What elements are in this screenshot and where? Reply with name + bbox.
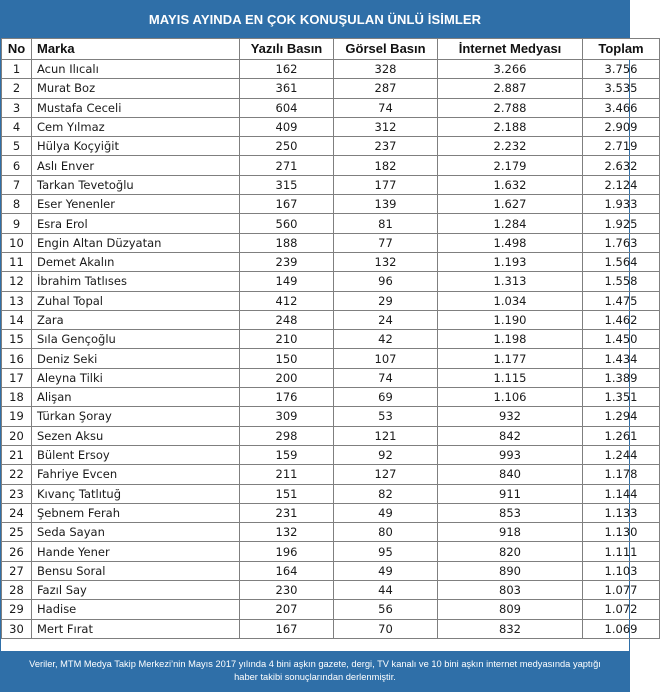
gorsel-basin-cell: 56 (334, 600, 438, 619)
internet-medyasi-cell: 1.632 (438, 175, 583, 194)
gorsel-basin-cell: 177 (334, 175, 438, 194)
yazili-basin-cell: 271 (240, 156, 334, 175)
table-row (2, 561, 660, 580)
toplam-cell: 3.535 (583, 79, 660, 98)
toplam-cell: 1.450 (583, 330, 660, 349)
name-cell: Alişan (32, 388, 240, 407)
rank-cell: 11 (2, 252, 32, 271)
name-cell: Sezen Aksu (32, 426, 240, 445)
gorsel-basin-cell: 287 (334, 79, 438, 98)
name-cell: Fazıl Say (32, 581, 240, 600)
yazili-basin-cell: 315 (240, 175, 334, 194)
name-cell: Kıvanç Tatlıtuğ (32, 484, 240, 503)
table-row (2, 330, 660, 349)
toplam-cell: 1.933 (583, 195, 660, 214)
internet-medyasi-cell: 932 (438, 407, 583, 426)
rank-cell: 5 (2, 137, 32, 156)
name-cell: Zara (32, 310, 240, 329)
internet-medyasi-cell: 2.788 (438, 98, 583, 117)
toplam-cell: 1.558 (583, 272, 660, 291)
name-cell: Sıla Gençoğlu (32, 330, 240, 349)
internet-medyasi-cell: 853 (438, 503, 583, 522)
gorsel-basin-cell: 24 (334, 310, 438, 329)
rank-cell: 22 (2, 465, 32, 484)
gorsel-basin-cell: 132 (334, 252, 438, 271)
gorsel-basin-cell: 77 (334, 233, 438, 252)
name-cell: Seda Sayan (32, 523, 240, 542)
toplam-cell: 1.294 (583, 407, 660, 426)
internet-medyasi-cell: 3.266 (438, 60, 583, 79)
rank-cell: 4 (2, 117, 32, 136)
rank-cell: 15 (2, 330, 32, 349)
toplam-cell: 2.909 (583, 117, 660, 136)
toplam-cell: 1.475 (583, 291, 660, 310)
internet-medyasi-cell: 1.190 (438, 310, 583, 329)
toplam-cell: 1.133 (583, 503, 660, 522)
yazili-basin-cell: 231 (240, 503, 334, 522)
table-row (2, 98, 660, 117)
gorsel-basin-cell: 127 (334, 465, 438, 484)
gorsel-basin-cell: 29 (334, 291, 438, 310)
name-cell: Türkan Şoray (32, 407, 240, 426)
yazili-basin-cell: 149 (240, 272, 334, 291)
toplam-cell: 2.632 (583, 156, 660, 175)
yazili-basin-cell: 409 (240, 117, 334, 136)
name-cell: Fahriye Evcen (32, 465, 240, 484)
internet-medyasi-cell: 1.115 (438, 368, 583, 387)
toplam-cell: 1.111 (583, 542, 660, 561)
name-cell: Bensu Soral (32, 561, 240, 580)
rank-cell: 1 (2, 60, 32, 79)
name-cell: Hadise (32, 600, 240, 619)
rank-cell: 17 (2, 368, 32, 387)
yazili-basin-cell: 159 (240, 445, 334, 464)
table-row (2, 503, 660, 522)
table-row (2, 310, 660, 329)
table-row (2, 484, 660, 503)
table-row (2, 79, 660, 98)
header-toplam: Toplam (583, 39, 660, 60)
internet-medyasi-cell: 820 (438, 542, 583, 561)
gorsel-basin-cell: 42 (334, 330, 438, 349)
table-row (2, 349, 660, 368)
name-cell: Cem Yılmaz (32, 117, 240, 136)
rank-cell: 16 (2, 349, 32, 368)
yazili-basin-cell: 162 (240, 60, 334, 79)
internet-medyasi-cell: 809 (438, 600, 583, 619)
name-cell: Mert Fırat (32, 619, 240, 638)
toplam-cell: 1.389 (583, 368, 660, 387)
yazili-basin-cell: 132 (240, 523, 334, 542)
gorsel-basin-cell: 107 (334, 349, 438, 368)
name-cell: Murat Boz (32, 79, 240, 98)
toplam-cell: 1.072 (583, 600, 660, 619)
internet-medyasi-cell: 890 (438, 561, 583, 580)
footer-note (1, 651, 629, 691)
name-cell: Bülent Ersoy (32, 445, 240, 464)
gorsel-basin-cell: 44 (334, 581, 438, 600)
yazili-basin-cell: 151 (240, 484, 334, 503)
table-row (2, 156, 660, 175)
internet-medyasi-cell: 803 (438, 581, 583, 600)
yazili-basin-cell: 200 (240, 368, 334, 387)
table-row (2, 407, 660, 426)
yazili-basin-cell: 207 (240, 600, 334, 619)
yazili-basin-cell: 150 (240, 349, 334, 368)
toplam-cell: 2.124 (583, 175, 660, 194)
rank-cell: 10 (2, 233, 32, 252)
gorsel-basin-cell: 81 (334, 214, 438, 233)
rank-cell: 8 (2, 195, 32, 214)
yazili-basin-cell: 248 (240, 310, 334, 329)
internet-medyasi-cell: 832 (438, 619, 583, 638)
table-title: MAYIS AYINDA EN ÇOK KONUŞULAN ÜNLÜ İSİMLER (1, 1, 629, 38)
internet-medyasi-cell: 1.284 (438, 214, 583, 233)
name-cell: Engin Altan Düzyatan (32, 233, 240, 252)
toplam-cell: 1.763 (583, 233, 660, 252)
table-row (2, 252, 660, 271)
table-row (2, 465, 660, 484)
gorsel-basin-cell: 96 (334, 272, 438, 291)
gorsel-basin-cell: 80 (334, 523, 438, 542)
toplam-cell: 1.178 (583, 465, 660, 484)
internet-medyasi-cell: 918 (438, 523, 583, 542)
ranking-table (1, 38, 660, 639)
table-row (2, 600, 660, 619)
internet-medyasi-cell: 1.106 (438, 388, 583, 407)
gorsel-basin-cell: 182 (334, 156, 438, 175)
rank-cell: 9 (2, 214, 32, 233)
table-row (2, 233, 660, 252)
toplam-cell: 1.925 (583, 214, 660, 233)
name-cell: Mustafa Ceceli (32, 98, 240, 117)
yazili-basin-cell: 230 (240, 581, 334, 600)
yazili-basin-cell: 176 (240, 388, 334, 407)
name-cell: Zuhal Topal (32, 291, 240, 310)
toplam-cell: 1.351 (583, 388, 660, 407)
internet-medyasi-cell: 1.627 (438, 195, 583, 214)
rank-cell: 2 (2, 79, 32, 98)
yazili-basin-cell: 196 (240, 542, 334, 561)
rank-cell: 29 (2, 600, 32, 619)
gorsel-basin-cell: 328 (334, 60, 438, 79)
toplam-cell: 1.144 (583, 484, 660, 503)
toplam-cell: 1.564 (583, 252, 660, 271)
gorsel-basin-cell: 237 (334, 137, 438, 156)
gorsel-basin-cell: 70 (334, 619, 438, 638)
name-cell: Aleyna Tilki (32, 368, 240, 387)
table-row (2, 368, 660, 387)
table-row (2, 272, 660, 291)
yazili-basin-cell: 188 (240, 233, 334, 252)
internet-medyasi-cell: 1.313 (438, 272, 583, 291)
table-row (2, 291, 660, 310)
table-row (2, 445, 660, 464)
table-row (2, 137, 660, 156)
table-row (2, 175, 660, 194)
yazili-basin-cell: 560 (240, 214, 334, 233)
name-cell: Şebnem Ferah (32, 503, 240, 522)
name-cell: Acun Ilıcalı (32, 60, 240, 79)
name-cell: Tarkan Tevetoğlu (32, 175, 240, 194)
name-cell: Hülya Koçyiğit (32, 137, 240, 156)
rank-cell: 19 (2, 407, 32, 426)
rank-cell: 6 (2, 156, 32, 175)
gorsel-basin-cell: 69 (334, 388, 438, 407)
internet-medyasi-cell: 2.188 (438, 117, 583, 136)
internet-medyasi-cell: 840 (438, 465, 583, 484)
rank-cell: 20 (2, 426, 32, 445)
yazili-basin-cell: 167 (240, 619, 334, 638)
toplam-cell: 1.077 (583, 581, 660, 600)
header-no: No (2, 39, 32, 60)
rank-cell: 30 (2, 619, 32, 638)
gorsel-basin-cell: 82 (334, 484, 438, 503)
rank-cell: 27 (2, 561, 32, 580)
toplam-cell: 2.719 (583, 137, 660, 156)
gorsel-basin-cell: 74 (334, 368, 438, 387)
internet-medyasi-cell: 2.232 (438, 137, 583, 156)
toplam-cell: 1.130 (583, 523, 660, 542)
toplam-cell: 3.756 (583, 60, 660, 79)
yazili-basin-cell: 164 (240, 561, 334, 580)
gorsel-basin-cell: 312 (334, 117, 438, 136)
rank-cell: 25 (2, 523, 32, 542)
gorsel-basin-cell: 49 (334, 503, 438, 522)
internet-medyasi-cell: 1.198 (438, 330, 583, 349)
internet-medyasi-cell: 1.498 (438, 233, 583, 252)
toplam-cell: 1.434 (583, 349, 660, 368)
table-row (2, 581, 660, 600)
header-gorsel-basin: Görsel Basın (334, 39, 438, 60)
toplam-cell: 1.069 (583, 619, 660, 638)
rank-cell: 28 (2, 581, 32, 600)
toplam-cell: 1.244 (583, 445, 660, 464)
name-cell: Demet Akalın (32, 252, 240, 271)
table-row (2, 523, 660, 542)
rank-cell: 13 (2, 291, 32, 310)
internet-medyasi-cell: 993 (438, 445, 583, 464)
footer-line-1: Veriler, MTM Medya Takip Merkezi’nin Mayıs 2017 yılında 4 bini aşkın gazete, dergi, TV kanalı ve 10 bini aşkın internet medyasında yaptığı (29, 659, 601, 669)
name-cell: Deniz Seki (32, 349, 240, 368)
gorsel-basin-cell: 74 (334, 98, 438, 117)
footer-line-2: haber takibi sonuçlarından derlenmiştir. (234, 672, 396, 682)
yazili-basin-cell: 361 (240, 79, 334, 98)
internet-medyasi-cell: 1.034 (438, 291, 583, 310)
rank-cell: 24 (2, 503, 32, 522)
gorsel-basin-cell: 53 (334, 407, 438, 426)
yazili-basin-cell: 412 (240, 291, 334, 310)
name-cell: Esra Erol (32, 214, 240, 233)
name-cell: Hande Yener (32, 542, 240, 561)
rank-cell: 21 (2, 445, 32, 464)
table-row (2, 117, 660, 136)
table-row (2, 542, 660, 561)
gorsel-basin-cell: 49 (334, 561, 438, 580)
table-row (2, 214, 660, 233)
yazili-basin-cell: 250 (240, 137, 334, 156)
gorsel-basin-cell: 92 (334, 445, 438, 464)
table-row (2, 195, 660, 214)
name-cell: Eser Yenenler (32, 195, 240, 214)
internet-medyasi-cell: 2.887 (438, 79, 583, 98)
header-yazili-basin: Yazılı Basın (240, 39, 334, 60)
yazili-basin-cell: 604 (240, 98, 334, 117)
toplam-cell: 3.466 (583, 98, 660, 117)
rank-cell: 23 (2, 484, 32, 503)
yazili-basin-cell: 211 (240, 465, 334, 484)
yazili-basin-cell: 210 (240, 330, 334, 349)
table-row (2, 426, 660, 445)
header-marka: Marka (32, 39, 240, 60)
rank-cell: 26 (2, 542, 32, 561)
internet-medyasi-cell: 1.193 (438, 252, 583, 271)
table-row (2, 60, 660, 79)
internet-medyasi-cell: 1.177 (438, 349, 583, 368)
rank-cell: 12 (2, 272, 32, 291)
toplam-cell: 1.103 (583, 561, 660, 580)
internet-medyasi-cell: 842 (438, 426, 583, 445)
internet-medyasi-cell: 2.179 (438, 156, 583, 175)
name-cell: İbrahim Tatlıses (32, 272, 240, 291)
header-internet-medyasi: İnternet Medyası (438, 39, 583, 60)
yazili-basin-cell: 309 (240, 407, 334, 426)
name-cell: Aslı Enver (32, 156, 240, 175)
internet-medyasi-cell: 911 (438, 484, 583, 503)
gorsel-basin-cell: 95 (334, 542, 438, 561)
header-row (2, 39, 660, 60)
rank-cell: 18 (2, 388, 32, 407)
rank-cell: 7 (2, 175, 32, 194)
gorsel-basin-cell: 121 (334, 426, 438, 445)
yazili-basin-cell: 298 (240, 426, 334, 445)
rank-cell: 3 (2, 98, 32, 117)
yazili-basin-cell: 167 (240, 195, 334, 214)
toplam-cell: 1.261 (583, 426, 660, 445)
table-row (2, 619, 660, 638)
toplam-cell: 1.462 (583, 310, 660, 329)
yazili-basin-cell: 239 (240, 252, 334, 271)
gorsel-basin-cell: 139 (334, 195, 438, 214)
table-row (2, 388, 660, 407)
rank-cell: 14 (2, 310, 32, 329)
